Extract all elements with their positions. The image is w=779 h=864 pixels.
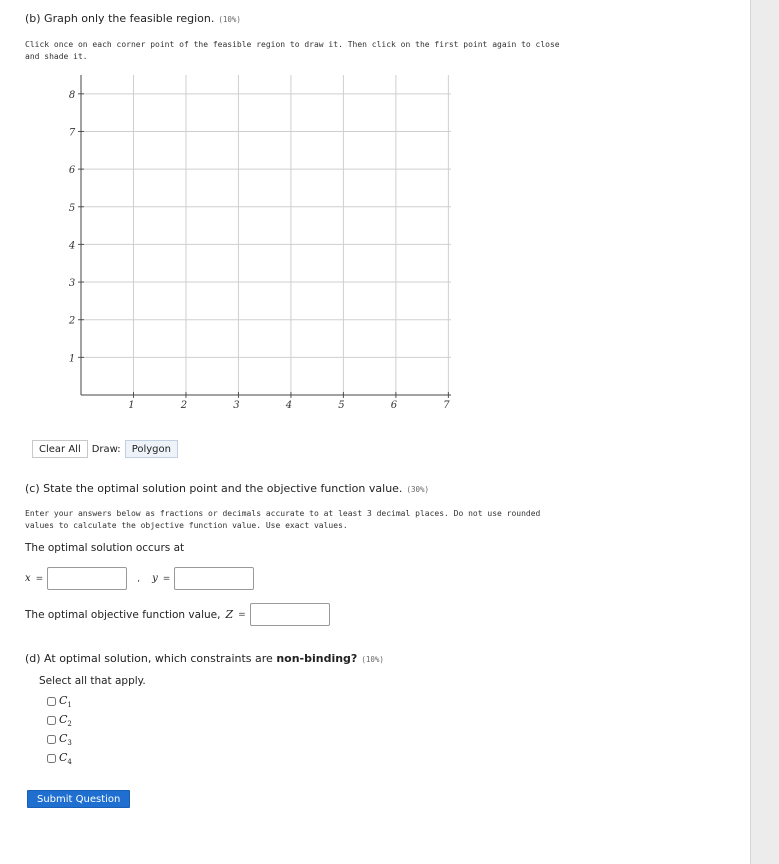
checkbox-c1[interactable] xyxy=(47,697,56,706)
part-b-heading-text: (b) Graph only the feasible region. xyxy=(25,12,215,25)
constraint-option-c3[interactable] xyxy=(43,730,72,749)
y-value-input[interactable] xyxy=(174,567,254,590)
y-tick-label: 4 xyxy=(68,240,76,252)
part-c-heading xyxy=(25,482,429,495)
draw-label: Draw: xyxy=(91,443,121,455)
feasible-region-graph[interactable] xyxy=(0,0,751,420)
select-all-text: Select all that apply. xyxy=(39,675,146,687)
constraint-letter: C xyxy=(59,712,68,726)
y-tick-label: 8 xyxy=(68,89,76,101)
z-variable-label: Z xyxy=(225,608,234,621)
y-variable-label: y xyxy=(152,573,158,584)
part-c-weight: (30%) xyxy=(406,485,430,494)
part-d-heading xyxy=(25,652,384,665)
part-d-heading-prefix: (d) At optimal solution, which constraints are xyxy=(25,652,273,665)
polygon-tool-button[interactable]: Polygon xyxy=(125,440,178,458)
optimal-solution-text: The optimal solution occurs at xyxy=(25,542,185,554)
checkbox-c3[interactable] xyxy=(47,735,56,744)
constraint-label-c3 xyxy=(59,732,72,747)
constraint-label-c4 xyxy=(59,751,72,766)
constraint-letter: C xyxy=(59,731,68,745)
x-tick-label: 4 xyxy=(285,400,293,411)
constraint-option-c2[interactable] xyxy=(43,711,72,730)
part-c-instructions: Enter your answers below as fractions or decimals accurate to at least 3 decimal places. Do not use rounded values to calculate the objective function value. Use exact values. xyxy=(25,509,541,530)
optimal-point-row xyxy=(25,567,254,590)
x-value-input[interactable] xyxy=(47,567,127,590)
y-tick-label: 5 xyxy=(68,202,76,214)
constraint-option-c4[interactable] xyxy=(43,749,72,768)
coordinate-separator: , xyxy=(137,573,141,584)
constraint-label-c2 xyxy=(59,713,72,728)
x-tick-label: 1 xyxy=(128,400,135,411)
submit-question-button[interactable]: Submit Question xyxy=(27,790,130,808)
constraint-subscript: 1 xyxy=(67,701,72,710)
part-c-heading-text: (c) State the optimal solution point and the objective function value. xyxy=(25,482,403,495)
graph-toolbar xyxy=(32,440,178,458)
constraint-subscript: 4 xyxy=(67,758,72,767)
part-d-heading-bold: non-binding? xyxy=(276,652,358,665)
x-tick-label: 2 xyxy=(180,400,188,411)
checkbox-c4[interactable] xyxy=(47,754,56,763)
y-tick-label: 1 xyxy=(68,353,76,365)
x-variable-label: x xyxy=(25,573,31,584)
part-b-instructions: Click once on each corner point of the feasible region to draw it. Then click on the first point again to close and shade it. xyxy=(25,40,560,61)
part-d-weight: (10%) xyxy=(361,655,384,664)
objective-value-text: The optimal objective function value, xyxy=(25,608,221,621)
constraint-label-c1 xyxy=(59,694,72,709)
y-tick-label: 2 xyxy=(68,315,76,327)
constraint-option-c1[interactable] xyxy=(43,692,72,711)
z-equals: = xyxy=(238,609,246,620)
x-tick-label: 6 xyxy=(390,400,398,411)
constraint-checkbox-list xyxy=(43,692,72,768)
x-tick-label: 7 xyxy=(443,400,450,411)
clear-all-button[interactable]: Clear All xyxy=(32,440,88,458)
x-tick-label: 3 xyxy=(233,400,240,411)
y-tick-label: 6 xyxy=(68,165,76,177)
y-tick-label: 3 xyxy=(68,278,76,290)
constraint-letter: C xyxy=(59,693,68,707)
x-tick-label: 5 xyxy=(338,400,345,411)
part-b-weight: (10%) xyxy=(218,15,241,24)
objective-value-row xyxy=(25,603,330,626)
constraint-subscript: 3 xyxy=(67,739,72,748)
z-value-input[interactable] xyxy=(250,603,330,626)
x-equals: = xyxy=(35,573,44,584)
y-equals: = xyxy=(162,573,171,584)
constraint-subscript: 2 xyxy=(67,720,72,729)
constraint-letter: C xyxy=(59,750,68,764)
checkbox-c2[interactable] xyxy=(47,716,56,725)
y-tick-label: 7 xyxy=(68,127,76,139)
